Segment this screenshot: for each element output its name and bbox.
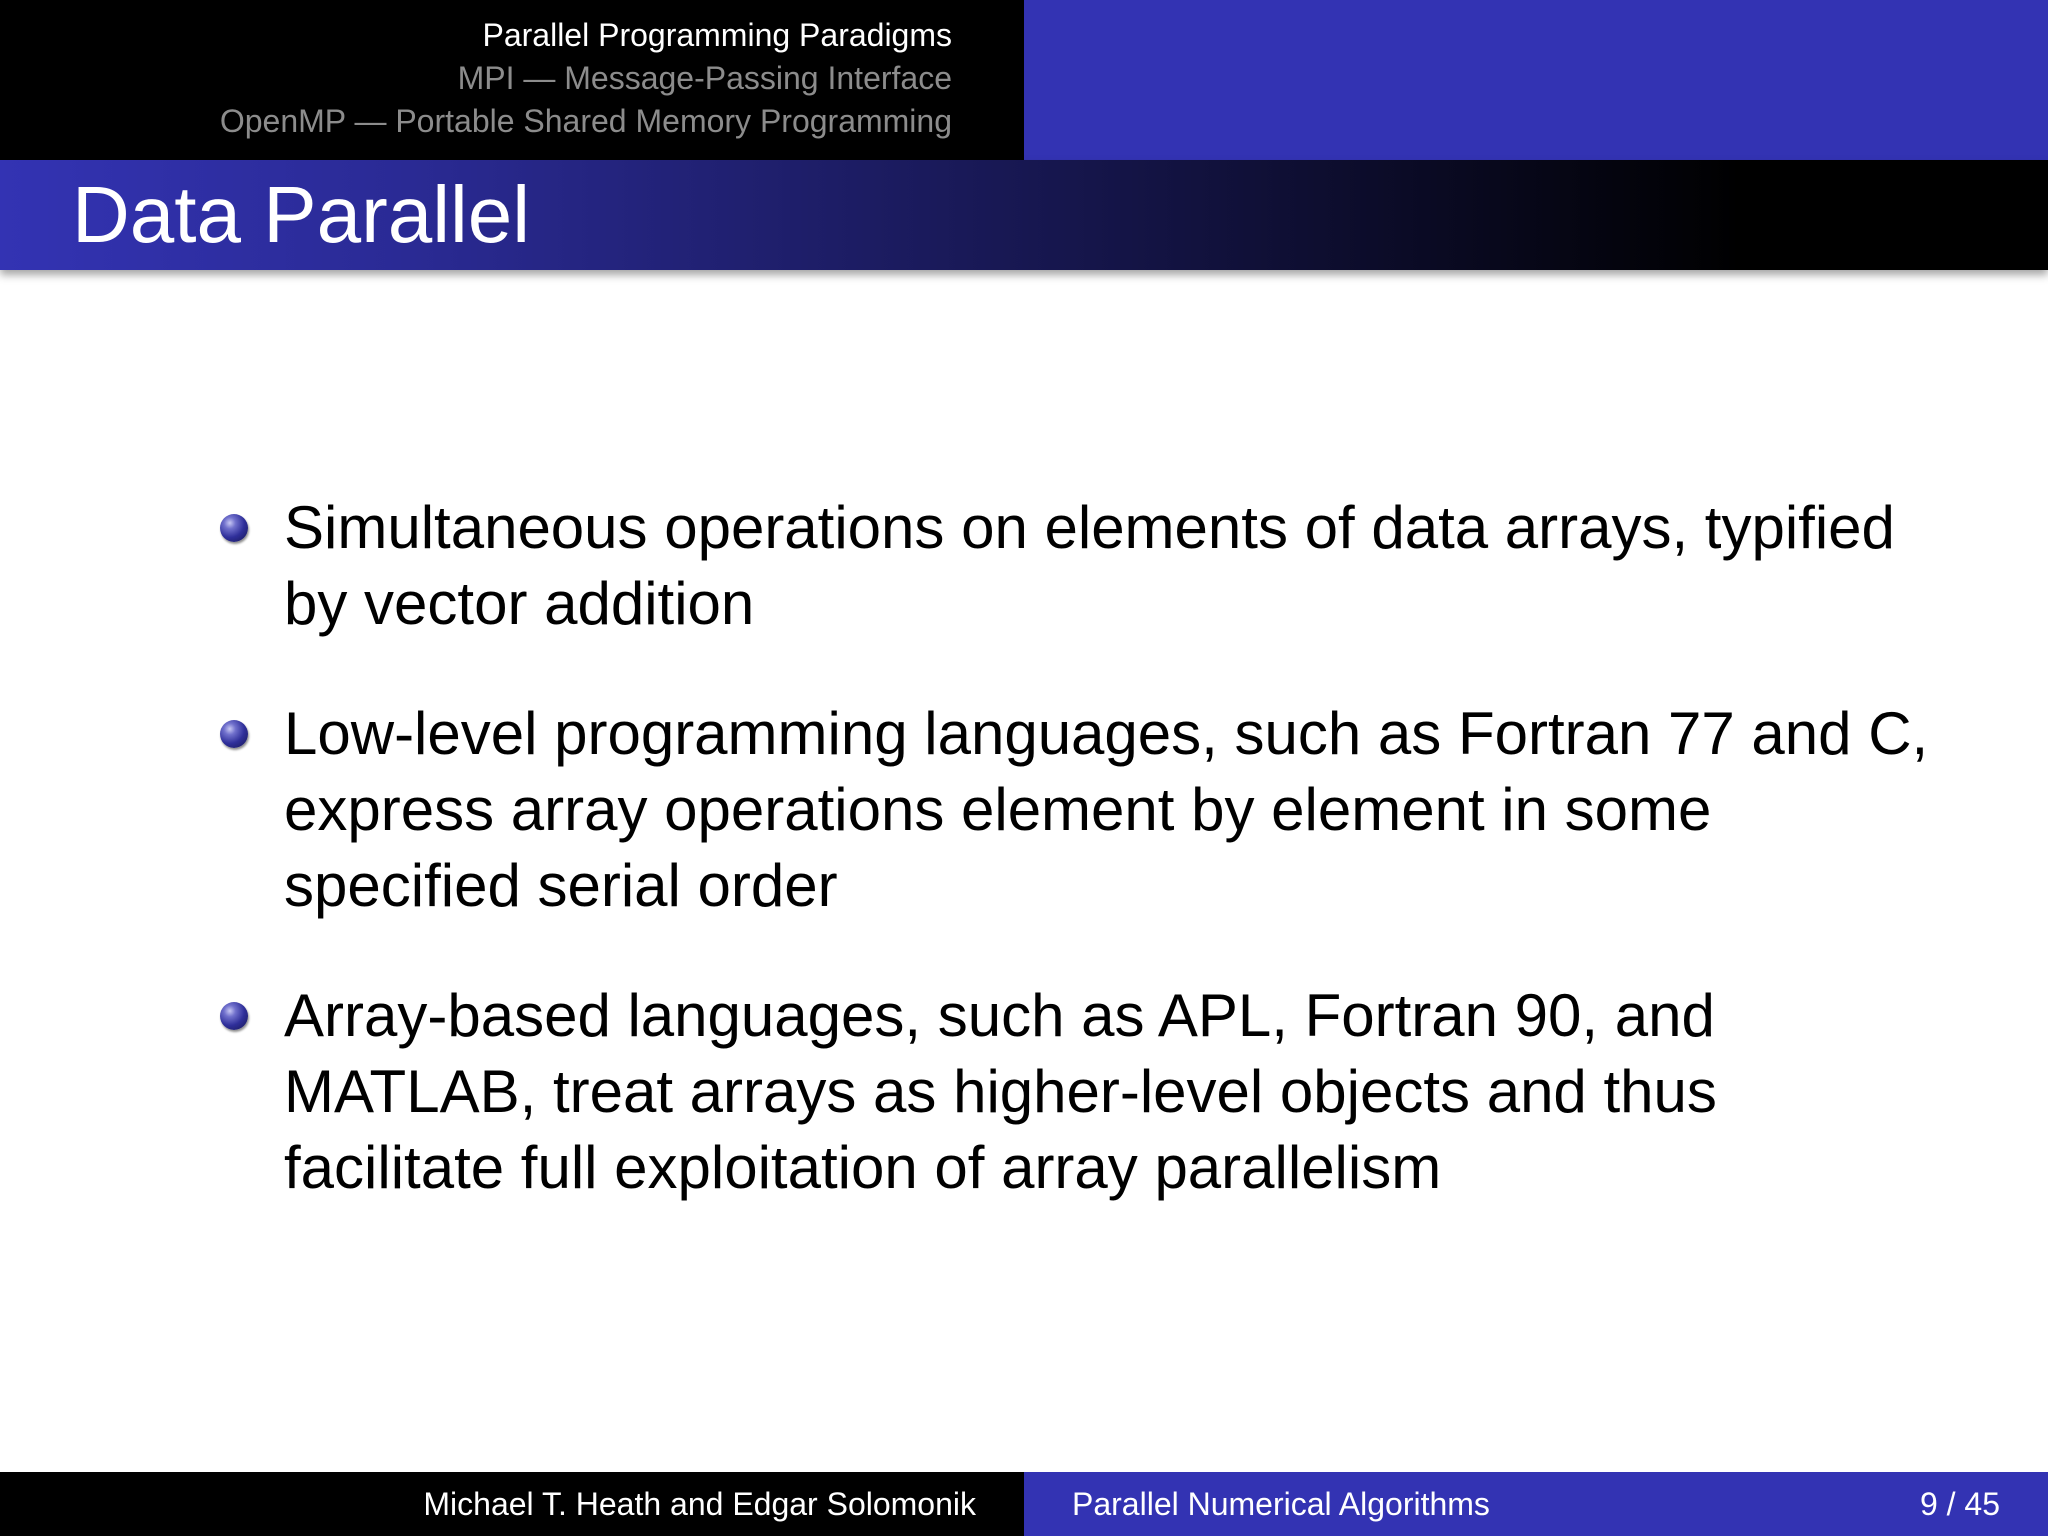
nav-section-openmp[interactable]: OpenMP — Portable Shared Memory Programming <box>219 103 952 139</box>
footer-page-number: 9 / 45 <box>1919 1486 2000 1522</box>
bullet-item <box>216 696 1936 924</box>
nav-section-mpi[interactable]: MPI — Message-Passing Interface <box>457 60 952 96</box>
header-navigation-bar <box>0 0 2048 160</box>
bullet-ball-icon <box>220 514 248 542</box>
nav-section-parallel-programming-paradigms[interactable]: Parallel Programming Paradigms <box>482 17 952 53</box>
footer-right-panel <box>1024 1472 2048 1536</box>
bullet-list <box>216 490 1936 1260</box>
title-bar <box>0 160 2048 270</box>
header-accent-panel <box>1024 0 2048 160</box>
section-navigation <box>0 0 1024 160</box>
bullet-ball-icon <box>220 1002 248 1030</box>
bullet-text: Simultaneous operations on elements of data arrays, typified by vector addition <box>284 494 1895 637</box>
footer-bar <box>0 1472 2048 1536</box>
bullet-item <box>216 490 1936 642</box>
bullet-ball-icon <box>220 720 248 748</box>
bullet-text: Array-based languages, such as APL, Fortran 90, and MATLAB, treat arrays as higher-level objects and thus facilitate full exploitation of array parallelism <box>284 982 1717 1201</box>
footer-presentation-title: Parallel Numerical Algorithms <box>1072 1486 1490 1522</box>
footer-authors: Michael T. Heath and Edgar Solomonik <box>0 1472 1024 1536</box>
bullet-text: Low-level programming languages, such as Fortran 77 and C, express array operations element by element in some specified serial order <box>284 700 1929 919</box>
bullet-item <box>216 978 1936 1206</box>
slide-title: Data Parallel <box>72 170 531 259</box>
